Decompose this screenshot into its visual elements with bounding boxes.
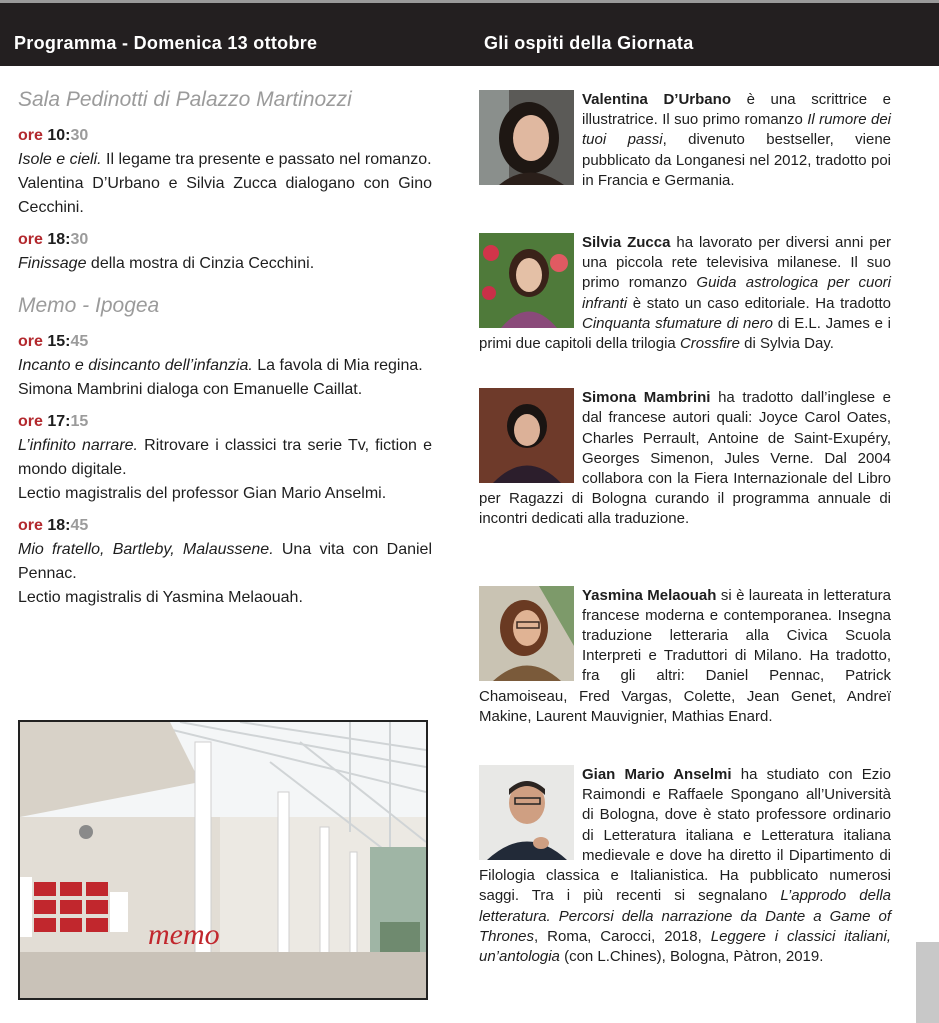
guest-photo <box>479 586 574 681</box>
program-column <box>18 88 432 618</box>
event-description: Mio fratello, Bartleby, Malaussene. Una vita con Daniel Pennac. <box>18 541 432 582</box>
program-event <box>18 124 432 220</box>
guest-entry: Gian Mario Anselmi ha studiato con Ezio Raimondi e Raffaele Spongano all’Università di Bologna, dove è stato professore ordinario di Letteratura italiana e Letteratura italiana medievale e dove ha diretto il Dipartimento di Filologia classica e Italianistica. Ha pubblicato numerosi saggi. Tra i più recenti si segnalano L’approdo della letteratura. Percorsi della narrazione da Dante a Game of Thrones, Roma, Carocci, 2018, Leggere i classici italiani, un’antologia (con L.Chines), Bologna, Pàtron, 2019. <box>479 766 891 965</box>
guest-entry: Silvia Zucca ha lavorato per diversi anni per una piccola rete televisiva milanese. Il suo primo romanzo Guida astrologica per cuori infranti è stato un caso editoriale. Ha tradotto Cinquanta sfumature di nero di E.L. James e i primi due capitoli della trilogia Crossfire di Sylvia Day. <box>479 234 892 353</box>
guest-entry: Yasmina Melaouah si è laureata in letteratura francese moderna e contemporanea. Insegna traduzione letteraria alla Civica Scuola Interpreti e Traduttori di Milano. Ha tradotto, fra gli altri: Daniel Pennac, Patrick Chamoiseau, Fred Vargas, Colette, Jean Genet, Andreï Makine, Laurent Mauvignier, Mathias Enard. <box>479 586 892 725</box>
program-event <box>18 330 432 402</box>
event-speakers: Lectio magistralis di Yasmina Melaouah. <box>18 589 303 606</box>
guest-entry: Valentina D’Urbano è una scrittrice e illustratrice. Il suo primo romanzo Il rumore dei tuoi passi, divenuto bestseller, viene pubblicato da Longanesi nel 2012, tradotto poi in Francia e Germania. <box>479 90 891 191</box>
atrium-illustration <box>20 722 426 998</box>
event-time: ore 15:45 <box>18 333 89 350</box>
scrollbar-thumb[interactable] <box>916 942 939 1023</box>
guests-column <box>479 90 891 967</box>
guest-photo <box>479 388 574 483</box>
event-speakers: Valentina D’Urbano e Silvia Zucca dialogano con Gino Cecchini. <box>18 175 432 216</box>
event-speakers: Simona Mambrini dialoga con Emanuelle Caillat. <box>18 381 363 398</box>
event-speakers: Lectio magistralis del professor Gian Mario Anselmi. <box>18 485 387 502</box>
venue-heading: Memo - Ipogea <box>18 294 160 317</box>
program-event <box>18 410 432 506</box>
header-bar <box>0 0 939 66</box>
program-event <box>18 228 432 276</box>
event-time: ore 10:30 <box>18 127 89 144</box>
event-description: Isole e cieli. Il legame tra presente e passato nel romanzo. <box>18 151 432 168</box>
guest-photo <box>479 233 574 328</box>
guest-entry: Simona Mambrini ha tradotto dall’inglese e dal francese autori quali: Joyce Carol Oates, Charles Perrault, Antoine de Saint-Exupéry, Georges Simenon, Jules Verne. Dal 2004 collabora con la Fiera Internazionale del Libro per Ragazzi di Bologna curando il programma annuale di incontri dedicati alla traduzione. <box>479 389 891 528</box>
event-description: L’infinito narrare. Ritrovare i classici tra serie Tv, fiction e mondo digitale. <box>18 437 432 478</box>
guest-photo <box>479 765 574 860</box>
program-event <box>18 514 432 610</box>
guest-photo <box>479 90 574 185</box>
venue-heading: Sala Pedinotti di Palazzo Martinozzi <box>18 88 352 111</box>
venue-photo <box>18 720 428 1000</box>
event-time: ore 18:30 <box>18 231 89 248</box>
event-description: Finissage della mostra di Cinzia Cecchini. <box>18 255 315 272</box>
program-title: Programma - Domenica 13 ottobre <box>14 33 318 53</box>
guests-title: Gli ospiti della Giornata <box>484 33 694 53</box>
event-time: ore 18:45 <box>18 517 89 534</box>
event-time: ore 17:15 <box>18 413 89 430</box>
event-description: Incanto e disincanto dell’infanzia. La favola di Mia regina. <box>18 357 423 374</box>
memo-sign: memo <box>148 918 220 951</box>
